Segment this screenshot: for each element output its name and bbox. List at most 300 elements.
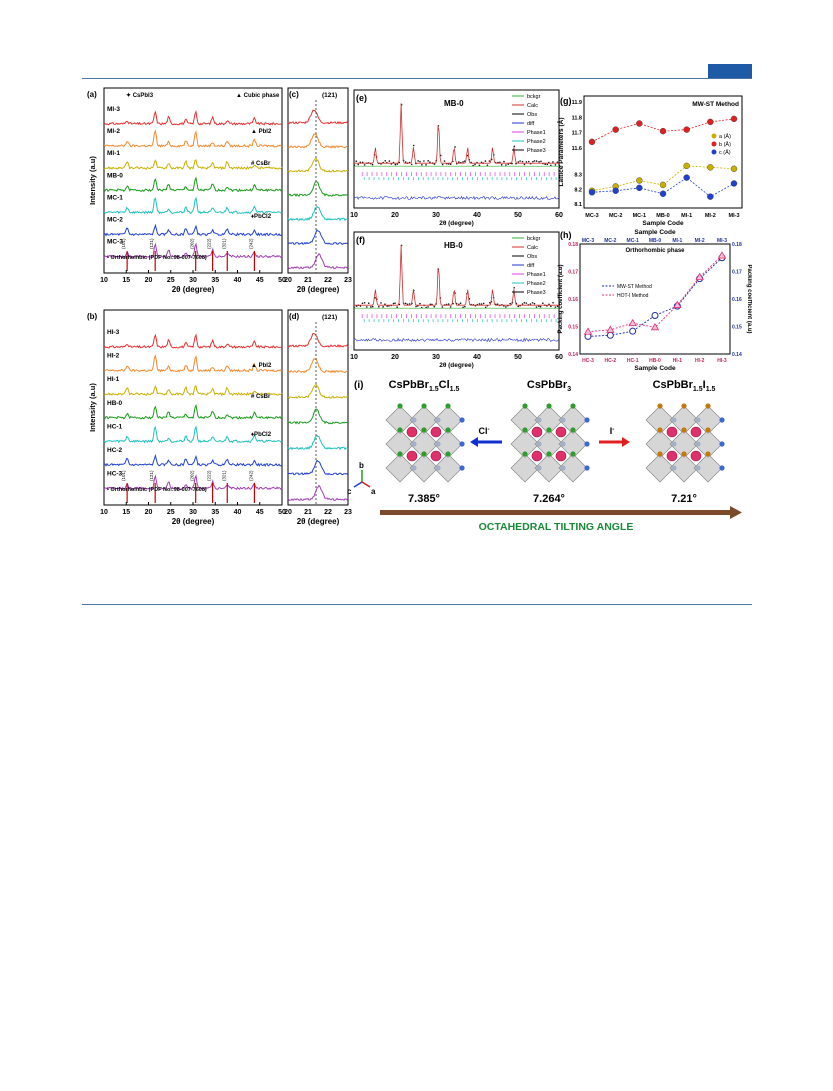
x-tick-label: MI-1 bbox=[681, 213, 693, 219]
cs-atom bbox=[691, 451, 701, 461]
observed-point bbox=[514, 146, 516, 148]
observed-point bbox=[423, 160, 425, 162]
legend-label: Calc bbox=[527, 245, 539, 251]
diff-line bbox=[354, 339, 559, 342]
annotation: ✦ CsPbI3 bbox=[126, 93, 154, 99]
y-axis-title: Intensity (a.u) bbox=[88, 383, 97, 432]
observed-point bbox=[462, 161, 464, 163]
legend-label: bckgr bbox=[527, 94, 541, 100]
zoom-series-line bbox=[288, 254, 348, 269]
data-point bbox=[660, 182, 666, 188]
series-label-hc-3: HC-3 bbox=[107, 470, 123, 478]
x-axis-title: 2θ (degree) bbox=[439, 362, 474, 369]
x-axis-title-top: Sample Code bbox=[634, 229, 676, 236]
reference-tick-label: (321) bbox=[221, 470, 227, 481]
observed-point bbox=[421, 164, 423, 166]
cs-atom bbox=[556, 427, 566, 437]
series-label-mc-1: MC-1 bbox=[107, 194, 123, 202]
y-tick-label: 11.8 bbox=[571, 115, 582, 122]
top-rule bbox=[82, 78, 752, 79]
observed-point bbox=[479, 303, 481, 305]
series-line-mc-2 bbox=[104, 225, 282, 235]
observed-point bbox=[415, 306, 417, 308]
panel-label: (b) bbox=[87, 312, 98, 321]
legend-label: Obs bbox=[527, 112, 538, 118]
x-tick-label-top: MC-1 bbox=[626, 238, 639, 244]
x-tick-label: 20 bbox=[144, 277, 153, 284]
y-tick-label-right: 0.16 bbox=[732, 297, 742, 303]
x-tick-label: MI-2 bbox=[704, 213, 716, 219]
x-axis-title: 2θ (degree) bbox=[171, 285, 215, 294]
data-point bbox=[607, 332, 613, 338]
halide-atom bbox=[459, 465, 464, 470]
observed-point bbox=[536, 306, 538, 308]
data-point bbox=[613, 127, 619, 133]
series-label-mi-1: MI-1 bbox=[107, 150, 120, 158]
observed-point bbox=[450, 163, 452, 165]
observed-point bbox=[372, 164, 374, 166]
observed-point bbox=[427, 160, 429, 162]
x-tick-label: MC-2 bbox=[608, 213, 623, 219]
x-tick-label: 25 bbox=[166, 277, 175, 284]
observed-point bbox=[474, 164, 476, 166]
halide-atom bbox=[459, 441, 464, 446]
y-axis-title: Lattice Parameters (Å) bbox=[558, 117, 565, 187]
panel-g bbox=[556, 88, 752, 238]
halide-atom bbox=[397, 403, 402, 408]
observed-point bbox=[544, 163, 546, 165]
x-tick-label: 22 bbox=[324, 509, 332, 516]
x-tick-label: 23 bbox=[344, 277, 352, 284]
data-point bbox=[585, 328, 592, 334]
observed-point bbox=[517, 306, 519, 308]
x-axis-title-bottom: Sample Code bbox=[634, 365, 676, 372]
observed-point bbox=[552, 161, 554, 163]
observed-point bbox=[526, 302, 528, 304]
observed-point bbox=[460, 302, 462, 304]
x-tick-label: 25 bbox=[166, 509, 175, 516]
observed-point bbox=[522, 303, 524, 305]
x-tick-label: 50 bbox=[278, 277, 286, 284]
data-point bbox=[707, 194, 713, 200]
axis-c-arrow bbox=[354, 482, 362, 487]
x-axis-title: 2θ (degree) bbox=[296, 517, 340, 526]
series-line-mb-0 bbox=[104, 178, 282, 191]
legend-label: bckgr bbox=[527, 236, 541, 242]
cs-atom bbox=[431, 451, 441, 461]
x-tick-label: 30 bbox=[432, 354, 440, 361]
annotation: ♦PbCl2 bbox=[251, 214, 272, 220]
arrow-cl-head bbox=[470, 437, 478, 447]
observed-point bbox=[419, 303, 421, 305]
observed-point bbox=[507, 163, 509, 165]
legend-label: HOT-I Method bbox=[617, 293, 649, 299]
data-point bbox=[731, 166, 737, 172]
observed-point bbox=[372, 306, 374, 308]
cs-atom bbox=[407, 427, 417, 437]
panel-title: HB-0 bbox=[444, 241, 463, 250]
halide-atom bbox=[522, 451, 527, 456]
observed-point bbox=[394, 302, 396, 304]
x-tick-label: 40 bbox=[473, 354, 481, 361]
y-tick-label-right: 0.18 bbox=[732, 242, 742, 248]
observed-point bbox=[354, 164, 356, 166]
zoom-series-line bbox=[288, 230, 348, 244]
reference-tick-label: (121) bbox=[149, 238, 155, 249]
x-tick-label: 20 bbox=[391, 354, 399, 361]
y-tick-label: 8.2 bbox=[574, 187, 582, 194]
x-tick-label: 20 bbox=[284, 277, 292, 284]
x-tick-label: 10 bbox=[100, 509, 108, 516]
data-point bbox=[684, 163, 690, 169]
zoom-series-line bbox=[288, 207, 348, 221]
halide-atom bbox=[657, 403, 662, 408]
observed-point bbox=[542, 302, 544, 304]
x-tick-label: 10 bbox=[350, 212, 358, 219]
zoom-series-line bbox=[288, 384, 348, 398]
legend-label: diff bbox=[527, 263, 535, 269]
data-point bbox=[629, 320, 636, 326]
x-tick-label-top: MB-0 bbox=[648, 238, 662, 244]
observed-point bbox=[489, 160, 491, 162]
cs-atom bbox=[532, 451, 542, 461]
x-axis-title: Sample Code bbox=[642, 220, 684, 227]
annotation: # CsBr bbox=[251, 394, 271, 400]
y-tick-label: 8.1 bbox=[574, 202, 582, 208]
structure-formula: $CsPbBr_{1.5}I_{1.5}$ bbox=[652, 379, 716, 393]
series-line-mc-1 bbox=[104, 198, 282, 213]
observed-point bbox=[534, 160, 536, 162]
x-tick-label-top: MI-3 bbox=[717, 238, 727, 244]
observed-point bbox=[429, 161, 431, 163]
halide-atom bbox=[397, 427, 402, 432]
cs-atom bbox=[667, 427, 677, 437]
y-tick-label-left: 0.15 bbox=[568, 324, 578, 331]
y-tick-label-right: 0.14 bbox=[732, 352, 742, 358]
x-axis-title: 2θ (degree) bbox=[296, 285, 340, 294]
observed-point bbox=[442, 306, 444, 308]
zoom-series-line bbox=[288, 486, 348, 501]
panel-title: MB-0 bbox=[444, 99, 464, 108]
legend-label: Phase3 bbox=[527, 148, 546, 154]
halide-atom bbox=[445, 403, 450, 408]
observed-point bbox=[380, 302, 382, 304]
observed-point bbox=[433, 306, 435, 308]
series-label-mi-3: MI-3 bbox=[107, 105, 120, 113]
halide-atom bbox=[705, 403, 710, 408]
observed-point bbox=[540, 306, 542, 308]
y-tick-label-right: 0.15 bbox=[732, 324, 742, 331]
observed-point bbox=[524, 164, 526, 166]
legend-label: Phase2 bbox=[527, 139, 546, 145]
legend-label: a (Å) bbox=[719, 134, 731, 140]
series-label-hb-0: HB-0 bbox=[107, 399, 123, 407]
observed-point bbox=[413, 145, 415, 147]
x-tick-label: 45 bbox=[255, 509, 264, 516]
halide-atom bbox=[681, 403, 686, 408]
y-tick-label: 11.9 bbox=[571, 100, 582, 106]
y-tick-label-left: 0.16 bbox=[568, 297, 578, 303]
reference-tick-label: (222) bbox=[206, 238, 212, 249]
observed-point bbox=[442, 164, 444, 166]
plot-frame bbox=[580, 244, 730, 354]
reference-tick-label: (101) bbox=[121, 238, 127, 249]
legend-label: Phase1 bbox=[527, 272, 546, 278]
zoom-series-line bbox=[288, 181, 348, 196]
structure-formula: $CsPbBr_{1.5}Cl_{1.5}$ bbox=[388, 379, 460, 393]
observed-point bbox=[411, 164, 413, 166]
crystal-structure bbox=[386, 403, 465, 482]
x-tick-label: 50 bbox=[278, 509, 286, 516]
halide-atom bbox=[705, 451, 710, 456]
observed-point bbox=[355, 160, 357, 162]
observed-point bbox=[538, 161, 540, 163]
peak-label: (121) bbox=[322, 92, 338, 99]
y-tick-label-left: 0.14 bbox=[568, 352, 578, 358]
x-tick-label: 30 bbox=[189, 277, 197, 284]
halide-atom bbox=[719, 465, 724, 470]
data-point bbox=[731, 116, 737, 122]
y-axis-title-left: Packing coefficient (a.u) bbox=[558, 264, 564, 334]
observed-point bbox=[389, 160, 391, 162]
observed-point bbox=[487, 164, 489, 166]
observed-point bbox=[501, 164, 503, 166]
zoom-series-line bbox=[288, 409, 348, 424]
x-tick-label: 45 bbox=[255, 277, 264, 284]
series-line-hi-3 bbox=[104, 335, 282, 348]
halide-atom bbox=[421, 403, 426, 408]
observed-point bbox=[405, 303, 407, 305]
observed-point bbox=[513, 287, 515, 289]
arrow-i-label: I- bbox=[609, 426, 615, 436]
legend-label: Phase1 bbox=[527, 130, 546, 136]
series-line-mi-3 bbox=[104, 112, 282, 125]
halide-atom bbox=[719, 441, 724, 446]
cs-atom bbox=[532, 427, 542, 437]
series-label-hc-2: HC-2 bbox=[107, 446, 123, 454]
annotation: ▲ PbI2 bbox=[251, 363, 272, 369]
panel-c bbox=[284, 86, 352, 301]
observed-point bbox=[552, 302, 554, 304]
halide-atom bbox=[584, 441, 589, 446]
legend-label: b (Å) bbox=[719, 142, 731, 148]
tilting-angle-value: 7.385° bbox=[408, 493, 440, 505]
legend-label: diff bbox=[527, 121, 535, 127]
panel-title: MW-ST Method bbox=[692, 101, 739, 108]
halide-atom bbox=[681, 451, 686, 456]
x-tick-label-bottom: HC-1 bbox=[626, 358, 639, 364]
x-tick-label: 10 bbox=[100, 277, 108, 284]
peak-label: (121) bbox=[322, 314, 338, 321]
observed-point bbox=[524, 302, 526, 304]
tilting-banner-label: OCTAHEDRAL TILTING ANGLE bbox=[478, 521, 634, 533]
halide-atom bbox=[584, 417, 589, 422]
y-tick-label-right: 0.17 bbox=[732, 269, 742, 276]
halide-atom bbox=[546, 451, 551, 456]
panel-label: (e) bbox=[356, 93, 367, 103]
data-point bbox=[589, 139, 595, 145]
data-point bbox=[731, 180, 737, 186]
reference-tick-label: (202) bbox=[189, 470, 195, 481]
x-tick-label: 50 bbox=[514, 354, 522, 361]
legend-label: c (Å) bbox=[719, 150, 731, 156]
observed-point bbox=[448, 303, 450, 305]
series-label-hi-3: HI-3 bbox=[107, 329, 120, 337]
observed-point bbox=[370, 306, 372, 308]
panel-b bbox=[86, 308, 286, 532]
legend-marker bbox=[712, 150, 717, 155]
x-tick-label-bottom: HI-2 bbox=[694, 358, 705, 364]
data-point bbox=[660, 128, 666, 134]
observed-point bbox=[464, 306, 466, 308]
reference-tick-label: (242) bbox=[248, 470, 254, 481]
halide-atom bbox=[681, 427, 686, 432]
axis-b-label: b bbox=[359, 461, 364, 470]
observed-point bbox=[364, 302, 366, 304]
observed-point bbox=[384, 160, 386, 162]
observed-point bbox=[505, 164, 507, 166]
axis-a-arrow bbox=[362, 482, 370, 487]
cs-atom bbox=[556, 451, 566, 461]
crystal-structure bbox=[646, 403, 725, 482]
observed-point bbox=[481, 303, 483, 305]
halide-atom bbox=[584, 465, 589, 470]
x-axis-title: 2θ (degree) bbox=[439, 220, 474, 227]
x-tick-label: 40 bbox=[233, 277, 242, 284]
axis-a-label: a bbox=[371, 487, 376, 496]
reference-tick-label: (202) bbox=[189, 238, 195, 249]
zoom-series-line bbox=[288, 333, 348, 347]
x-tick-label-top: MC-2 bbox=[604, 238, 617, 244]
x-tick-label: 20 bbox=[284, 509, 292, 516]
data-point bbox=[684, 175, 690, 181]
reference-tick-label: (101) bbox=[121, 470, 127, 481]
x-tick-label: 10 bbox=[350, 354, 358, 361]
annotation: ♦PbCl2 bbox=[251, 432, 272, 438]
halide-atom bbox=[657, 427, 662, 432]
x-tick-label: MC-3 bbox=[585, 213, 599, 219]
panel-h bbox=[556, 228, 752, 378]
halide-atom bbox=[522, 427, 527, 432]
y-tick-label-left: 0.17 bbox=[568, 269, 578, 276]
series-line-hb-0 bbox=[104, 406, 282, 419]
observed-point bbox=[532, 302, 534, 304]
observed-point bbox=[378, 306, 380, 308]
panel-e bbox=[344, 88, 564, 233]
arrow-cl-label: Cl- bbox=[478, 426, 490, 436]
legend-marker bbox=[712, 142, 717, 147]
halide-atom bbox=[719, 417, 724, 422]
data-point bbox=[652, 313, 658, 319]
observed-point bbox=[550, 306, 552, 308]
observed-point bbox=[417, 160, 419, 162]
x-tick-label: 20 bbox=[144, 509, 153, 516]
observed-point bbox=[540, 160, 542, 162]
observed-point bbox=[405, 161, 407, 163]
panel-label: (h) bbox=[560, 230, 572, 240]
legend-label: Phase3 bbox=[527, 290, 546, 296]
data-point bbox=[636, 120, 642, 126]
data-point bbox=[613, 188, 619, 194]
observed-point bbox=[357, 164, 359, 166]
zoom-series-line bbox=[288, 436, 348, 450]
observed-point bbox=[450, 306, 452, 308]
halide-atom bbox=[570, 427, 575, 432]
halide-atom bbox=[570, 451, 575, 456]
panel-label: (a) bbox=[87, 90, 97, 99]
observed-point bbox=[532, 161, 534, 163]
reference-tick-label: (242) bbox=[248, 238, 254, 249]
x-tick-label: 60 bbox=[555, 354, 563, 361]
observed-point bbox=[458, 161, 460, 163]
x-tick-label: 21 bbox=[304, 509, 312, 516]
observed-point bbox=[483, 303, 485, 305]
y-tick-label: 8.3 bbox=[574, 172, 582, 179]
series-label-hi-1: HI-1 bbox=[107, 376, 120, 384]
y-axis-title-right: Packing coefficient (a.u) bbox=[746, 264, 752, 334]
x-tick-label-bottom: HC-2 bbox=[604, 358, 617, 364]
observed-point bbox=[536, 160, 538, 162]
observed-point bbox=[409, 303, 411, 305]
cs-atom bbox=[667, 451, 677, 461]
observed-point bbox=[485, 160, 487, 162]
x-axis-title: 2θ (degree) bbox=[171, 517, 215, 526]
annotation: ▲ Cubic phase bbox=[236, 93, 280, 99]
x-tick-label: MB-0 bbox=[656, 213, 670, 219]
x-tick-label: 20 bbox=[391, 212, 399, 219]
arrow-i-head bbox=[622, 437, 630, 447]
series-label-hc-1: HC-1 bbox=[107, 423, 123, 431]
observed-point bbox=[530, 303, 532, 305]
reference-tick-label: (222) bbox=[206, 470, 212, 481]
series-label-mb-0: MB-0 bbox=[107, 172, 123, 180]
observed-point bbox=[427, 306, 429, 308]
observed-point bbox=[497, 303, 499, 305]
data-point bbox=[589, 189, 595, 195]
halide-atom bbox=[397, 451, 402, 456]
observed-point bbox=[528, 161, 530, 163]
observed-point bbox=[503, 161, 505, 163]
series-line bbox=[588, 256, 722, 332]
tilting-angle-value: 7.21° bbox=[671, 493, 697, 505]
panel-label: (c) bbox=[289, 90, 299, 99]
structure-formula: CsPbBr$_3$ bbox=[526, 379, 572, 393]
observed-point bbox=[534, 303, 536, 305]
x-tick-label-top: MI-1 bbox=[672, 238, 683, 244]
legend-label: MW-ST Method bbox=[617, 284, 652, 290]
x-tick-label: 35 bbox=[211, 277, 220, 284]
observed-point bbox=[519, 160, 521, 162]
data-point bbox=[707, 119, 713, 125]
halide-atom bbox=[445, 427, 450, 432]
x-tick-label: 21 bbox=[304, 277, 312, 284]
halide-atom bbox=[546, 427, 551, 432]
legend-label: Obs bbox=[527, 254, 538, 260]
zoom-series-line bbox=[288, 110, 348, 124]
observed-point bbox=[364, 164, 366, 166]
x-tick-label: 15 bbox=[122, 509, 131, 516]
series-label-mc-3: MC-3 bbox=[107, 238, 123, 246]
annotation: ▲ PbI2 bbox=[251, 129, 272, 135]
observed-point bbox=[382, 306, 384, 308]
panel-label: (i) bbox=[354, 380, 364, 391]
bottom-rule bbox=[82, 604, 752, 605]
observed-point bbox=[393, 303, 395, 305]
observed-point bbox=[362, 302, 364, 304]
x-tick-label: 40 bbox=[233, 509, 242, 516]
zoom-series-line bbox=[288, 359, 348, 373]
annotation: # CsBr bbox=[251, 161, 271, 167]
